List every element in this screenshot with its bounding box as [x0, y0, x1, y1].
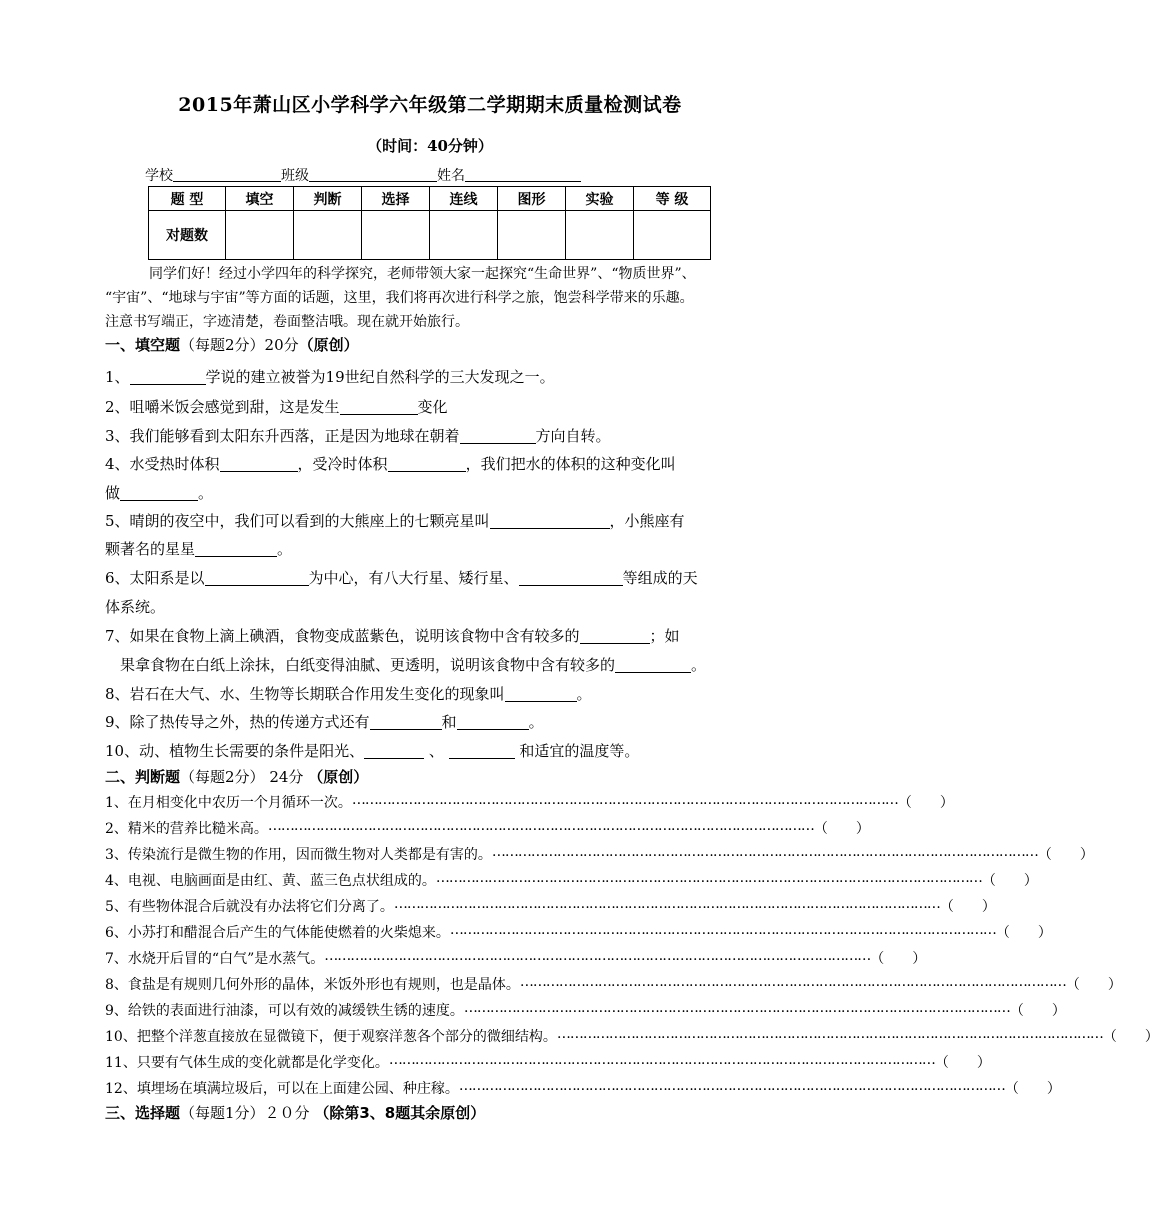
question-continued: 果拿食物在白纸上涂抹，白纸变得油腻、更透明，说明该食物中含有较多的 。: [120, 656, 707, 674]
answer-blank[interactable]: [120, 484, 198, 501]
score-header-choice: 选择: [362, 187, 430, 211]
section-note: （每题2分） 24分: [180, 768, 309, 786]
exam-duration: （时间：40分钟）: [367, 137, 493, 155]
score-header-judge: 判断: [294, 187, 362, 211]
score-table-header: [149, 187, 711, 211]
score-cell-grade[interactable]: [634, 211, 711, 260]
section-title: 二、判断题: [105, 768, 181, 786]
answer-paren[interactable]: （ ）: [939, 899, 996, 915]
student-info-line: [145, 165, 581, 185]
answer-blank[interactable]: [364, 742, 424, 759]
question-continued: 做 。: [105, 484, 214, 502]
intro-line: “宇宙”、“地球与宇宙”等方面的话题，这里，我们将再次进行科学之旅，饱尝科学带来的乐趣。: [105, 290, 694, 306]
answer-blank[interactable]: [370, 713, 442, 730]
score-row-label: 对题数: [149, 211, 226, 260]
answer-blank[interactable]: [580, 627, 650, 644]
question: 1、 学说的建立被誉为19世纪自然科学的三大发现之一。: [105, 368, 555, 386]
true-false-item: 9、给铁的表面进行油漆，可以有效的减缓铁生锈的速度。 ……………………………………………………………………………………………………………… （ ）: [105, 1000, 1066, 1019]
answer-paren[interactable]: （ ）: [870, 951, 927, 967]
question: 7、如果在食物上滴上碘酒，食物变成蓝紫色，说明该食物中含有较多的 ；如: [105, 627, 680, 645]
question: 4、水受热时体积 ，受冷时体积 ，我们把水的体积的这种变化叫: [105, 455, 676, 473]
section-title: 三、选择题: [105, 1104, 181, 1122]
section-heading-fill-in: [105, 334, 359, 355]
answer-paren[interactable]: （ ）: [995, 925, 1052, 941]
question: 10、动、植物生长需要的条件是阳光、 、 和适宜的温度等。: [105, 742, 640, 760]
score-table: [148, 186, 711, 260]
true-false-item: 3、传染流行是微生物的作用，因而微生物对人类都是有害的。 ……………………………………………………………………………………………………………… （ ）: [105, 844, 1094, 863]
name-field[interactable]: [465, 167, 581, 182]
true-false-item: 10、把整个洋葱直接放在显微镜下，便于观察洋葱各个部分的微细结构。 ……………………………………………………………………………………………………………… （ ）: [105, 1026, 1159, 1045]
section-note: （每题1分）２０分: [180, 1104, 315, 1122]
question-continued: 颗著名的星星 。: [105, 540, 293, 558]
score-cell-fill[interactable]: [226, 211, 294, 260]
question: 8、岩石在大气、水、生物等长期联合作用发生变化的现象叫 。: [105, 685, 592, 703]
score-header-figure: 图形: [498, 187, 566, 211]
answer-blank[interactable]: [490, 512, 610, 529]
answer-blank[interactable]: [388, 455, 466, 472]
answer-paren[interactable]: （ ）: [1037, 847, 1094, 863]
score-cell-match[interactable]: [430, 211, 498, 260]
question: 2、咀嚼米饭会感觉到甜，这是发生 变化: [105, 398, 448, 416]
answer-blank[interactable]: [205, 569, 309, 586]
true-false-item: 12、填埋场在填满垃圾后，可以在上面建公园、种庄稼。 ……………………………………………………………………………………………………………… （ ）: [105, 1078, 1061, 1097]
answer-paren[interactable]: （ ）: [1004, 1081, 1061, 1097]
question: 3、我们能够看到太阳东升西落，正是因为地球在朝着 方向自转。: [105, 427, 611, 445]
answer-blank[interactable]: [505, 685, 577, 702]
score-header-grade: 等 级: [634, 187, 711, 211]
score-table-row: [149, 211, 711, 260]
answer-blank[interactable]: [340, 398, 418, 415]
answer-blank[interactable]: [130, 368, 206, 385]
answer-paren[interactable]: （ ）: [1102, 1029, 1159, 1045]
school-label: 学校: [145, 168, 173, 184]
true-false-item: 7、水烧开后冒的“白气”是水蒸气。 ……………………………………………………………………………………………………………… （ ）: [105, 948, 927, 967]
score-cell-experiment[interactable]: [566, 211, 634, 260]
score-header-match: 连线: [430, 187, 498, 211]
question: 9、除了热传导之外，热的传递方式还有 和 。: [105, 713, 544, 731]
true-false-item: 5、有些物体混合后就没有办法将它们分离了。 ……………………………………………………………………………………………………………… （ ）: [105, 896, 996, 915]
answer-blank[interactable]: [615, 656, 691, 673]
answer-paren[interactable]: （ ）: [934, 1055, 991, 1071]
answer-blank[interactable]: [195, 540, 277, 557]
score-header-fill: 填空: [226, 187, 294, 211]
score-cell-choice[interactable]: [362, 211, 430, 260]
intro-line: 注意书写端正，字迹清楚，卷面整洁哦。现在就开始旅行。: [105, 314, 469, 330]
answer-blank[interactable]: [457, 713, 529, 730]
exam-title: 2015年萧山区小学科学六年级第二学期期末质量检测试卷: [178, 94, 682, 116]
true-false-item: 1、在月相变化中农历一个月循环一次。 ……………………………………………………………………………………………………………… （ ）: [105, 792, 954, 811]
section-tag: （除第3、8题其余原创）: [314, 1104, 486, 1122]
answer-paren[interactable]: （ ）: [1009, 1003, 1066, 1019]
true-false-item: 4、电视、电脑画面是由红、黄、蓝三色点状组成的。 ……………………………………………………………………………………………………………… （ ）: [105, 870, 1038, 889]
true-false-item: 6、小苏打和醋混合后产生的气体能使燃着的火柴熄来。 ……………………………………………………………………………………………………………… （ ）: [105, 922, 1052, 941]
score-cell-judge[interactable]: [294, 211, 362, 260]
answer-paren[interactable]: （ ）: [813, 821, 870, 837]
class-field[interactable]: [309, 167, 437, 182]
answer-blank[interactable]: [460, 427, 536, 444]
section-title: 一、填空题: [105, 336, 181, 354]
intro-line: 同学们好！经过小学四年的科学探究，老师带领大家一起探究“生命世界”、“物质世界”、: [149, 266, 696, 282]
true-false-item: 8、食盐是有规则几何外形的晶体，米饭外形也有规则，也是晶体。 ……………………………………………………………………………………………………………… （ ）: [105, 974, 1122, 993]
intro-paragraph: [105, 262, 757, 334]
section-heading-true-false: [105, 766, 368, 787]
section-tag: （原创）: [298, 336, 359, 354]
section-heading-multiple-choice: [105, 1102, 485, 1123]
answer-paren[interactable]: （ ）: [897, 795, 954, 811]
true-false-item: 11、只要有气体生成的变化就都是化学变化。 ……………………………………………………………………………………………………………… （ ）: [105, 1052, 991, 1071]
class-label: 班级: [281, 168, 309, 184]
answer-blank[interactable]: [519, 569, 623, 586]
question: 6、太阳系是以 为中心，有八大行星、矮行星、 等组成的天: [105, 569, 698, 587]
true-false-item: 2、精米的营养比糙米高。 ……………………………………………………………………………………………………………… （ ）: [105, 818, 870, 837]
question-continued: 体系统。: [105, 598, 166, 616]
answer-paren[interactable]: （ ）: [1065, 977, 1122, 993]
name-label: 姓名: [437, 168, 465, 184]
school-field[interactable]: [173, 167, 281, 182]
answer-paren[interactable]: （ ）: [981, 873, 1038, 889]
score-header-type: 题 型: [149, 187, 226, 211]
question: 5、晴朗的夜空中，我们可以看到的大熊座上的七颗亮星叫 ，小熊座有: [105, 512, 685, 530]
section-tag: （原创）: [308, 768, 369, 786]
section-note: （每题2分）20分: [180, 336, 299, 354]
score-header-experiment: 实验: [566, 187, 634, 211]
answer-blank[interactable]: [449, 742, 515, 759]
score-cell-figure[interactable]: [498, 211, 566, 260]
answer-blank[interactable]: [220, 455, 298, 472]
